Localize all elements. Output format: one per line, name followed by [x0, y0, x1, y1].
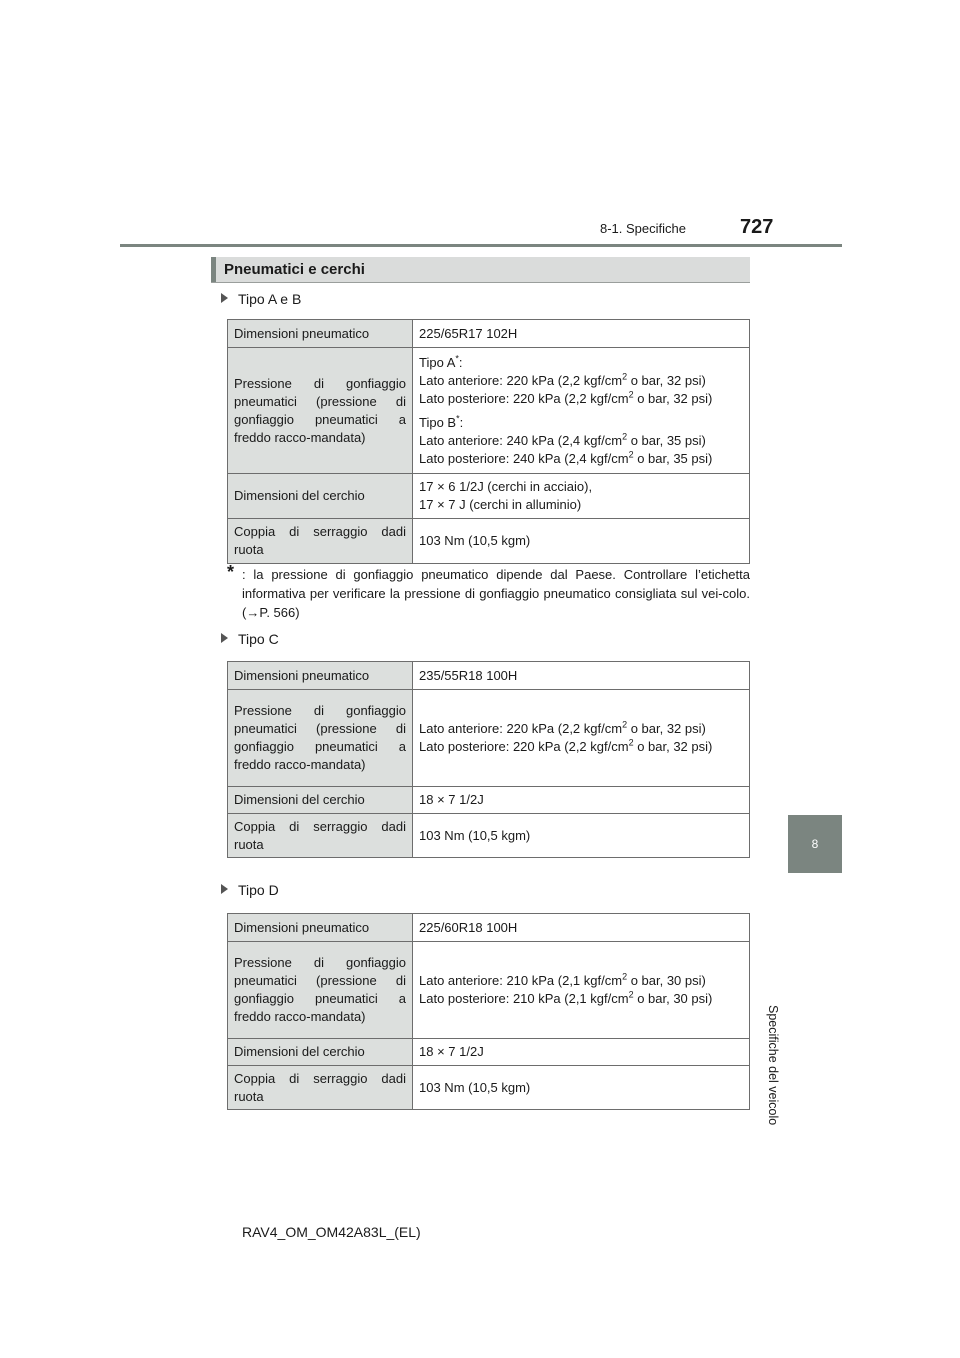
- triangle-bullet-icon: [221, 633, 228, 643]
- row-key: Dimensioni del cerchio: [228, 474, 413, 519]
- chapter-label: Specifiche del veicolo: [766, 1005, 780, 1126]
- row-key: Dimensioni del cerchio: [228, 1039, 413, 1066]
- triangle-bullet-icon: [221, 884, 228, 894]
- row-value: [413, 348, 750, 474]
- variant-title-text: Tipo C: [238, 631, 279, 647]
- row-key: Coppia di serraggio dadi ruota: [228, 1066, 413, 1110]
- row-key: Dimensioni pneumatico: [228, 320, 413, 348]
- page-number: 727: [740, 216, 774, 238]
- table-row: [228, 787, 750, 814]
- table-row: [228, 1066, 750, 1110]
- section-header: 8-1. Specifiche: [600, 221, 686, 236]
- row-value: 17 × 6 1/2J (cerchi in acciaio), 17 × 7 J (cerchi in alluminio): [413, 474, 750, 519]
- pressure-rear: Lato posteriore: 220 kPa (2,2 kgf/$cm^2$ o bar, 32 psi): [419, 737, 713, 754]
- tipo-b-label: Tipo B*:: [419, 413, 464, 430]
- table-row: [228, 348, 750, 474]
- table-row: [228, 914, 750, 942]
- table-row: [228, 1039, 750, 1066]
- variant-title-text: Tipo A e B: [238, 291, 302, 307]
- table-row: [228, 942, 750, 1039]
- table-row: [228, 814, 750, 858]
- row-value: [413, 690, 750, 787]
- row-key: Pressione di gonfiaggio pneumatici (pressione di gonfiaggio pneumatici a freddo racco-mandata): [228, 690, 413, 787]
- header-rule: [120, 244, 842, 247]
- row-key: Dimensioni pneumatico: [228, 662, 413, 690]
- footnote: [227, 562, 750, 622]
- row-value: [413, 942, 750, 1039]
- row-value: 103 Nm (10,5 kgm): [413, 1066, 750, 1110]
- pressure-front: Lato anteriore: 220 kPa (2,2 kgf/$cm^2$ o bar, 32 psi): [419, 371, 706, 388]
- pressure-rear: Lato posteriore: 220 kPa (2,2 kgf/$cm^2$ o bar, 32 psi): [419, 389, 713, 406]
- variant-title-text: Tipo D: [238, 882, 279, 898]
- variant-title-c: [221, 631, 279, 647]
- table-row: [228, 320, 750, 348]
- row-value: 103 Nm (10,5 kgm): [413, 814, 750, 858]
- spec-table-d: [227, 913, 750, 1110]
- triangle-bullet-icon: [221, 293, 228, 303]
- row-key: Pressione di gonfiaggio pneumatici (pressione di gonfiaggio pneumatici a freddo racco-mandata): [228, 348, 413, 474]
- spec-table-c: [227, 661, 750, 858]
- row-key: Coppia di serraggio dadi ruota: [228, 814, 413, 858]
- chapter-tab[interactable]: [788, 815, 842, 873]
- footnote-marker: *: [227, 562, 235, 582]
- tipo-a-label: Tipo A*:: [419, 353, 463, 370]
- table-row: [228, 662, 750, 690]
- table-row: [228, 519, 750, 564]
- document-code: RAV4_OM_OM42A83L_(EL): [242, 1224, 421, 1240]
- pressure-rear: Lato posteriore: 240 kPa (2,4 kgf/$cm^2$ o bar, 35 psi): [419, 449, 713, 466]
- pressure-front: Lato anteriore: 210 kPa (2,1 kgf/$cm^2$ o bar, 30 psi): [419, 971, 706, 988]
- section-heading: [211, 257, 750, 283]
- row-key: Pressione di gonfiaggio pneumatici (pressione di gonfiaggio pneumatici a freddo racco-mandata): [228, 942, 413, 1039]
- row-value: 225/60R18 100H: [413, 914, 750, 942]
- footnote-marker: *: [455, 353, 459, 364]
- variant-title-a-b: [221, 291, 301, 307]
- row-value: 225/65R17 102H: [413, 320, 750, 348]
- row-value: 18 × 7 1/2J: [413, 787, 750, 814]
- table-row: [228, 474, 750, 519]
- table-row: [228, 690, 750, 787]
- variant-title-d: [221, 882, 279, 898]
- footnote-text: : la pressione di gonfiaggio pneumatico dipende dal Paese. Controllare l’etichetta informativa per verificare la pressione di gonfiaggio pneumatico consigliata sul vei-colo. (→P. 566): [242, 567, 750, 620]
- row-value: 103 Nm (10,5 kgm): [413, 519, 750, 564]
- spec-table-a-b: [227, 319, 750, 564]
- row-value: 18 × 7 1/2J: [413, 1039, 750, 1066]
- chapter-number: 8: [811, 837, 819, 851]
- row-key: Dimensioni del cerchio: [228, 787, 413, 814]
- row-key: Coppia di serraggio dadi ruota: [228, 519, 413, 564]
- section-title: Pneumatici e cerchi: [224, 261, 365, 278]
- row-value: 235/55R18 100H: [413, 662, 750, 690]
- row-key: Dimensioni pneumatico: [228, 914, 413, 942]
- pressure-rear: Lato posteriore: 210 kPa (2,1 kgf/$cm^2$ o bar, 30 psi): [419, 989, 713, 1006]
- pressure-front: Lato anteriore: 220 kPa (2,2 kgf/$cm^2$ o bar, 32 psi): [419, 719, 706, 736]
- heading-accent-bar: [211, 257, 216, 282]
- footnote-marker: *: [456, 413, 460, 424]
- pressure-front: Lato anteriore: 240 kPa (2,4 kgf/$cm^2$ o bar, 35 psi): [419, 431, 706, 448]
